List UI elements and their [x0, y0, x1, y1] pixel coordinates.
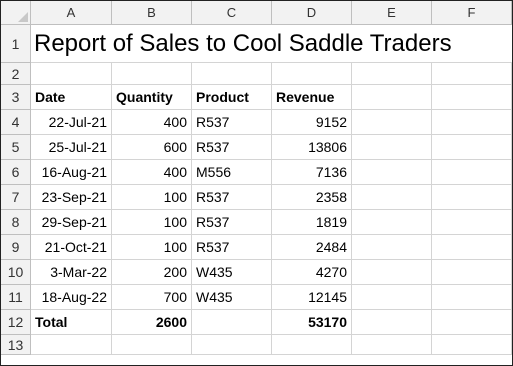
column-header-d[interactable]: D [272, 1, 352, 25]
quantity-cell[interactable]: 400 [112, 110, 192, 135]
quantity-cell[interactable]: 200 [112, 260, 192, 285]
revenue-cell[interactable]: 9152 [272, 110, 352, 135]
empty-cell[interactable] [432, 210, 512, 235]
quantity-cell[interactable]: 700 [112, 285, 192, 310]
row-header-1[interactable]: 1 [1, 25, 31, 63]
empty-cell[interactable] [432, 135, 512, 160]
empty-cell[interactable] [352, 135, 432, 160]
revenue-cell[interactable]: 2358 [272, 185, 352, 210]
cell-a2[interactable] [31, 63, 112, 85]
total-quantity-cell[interactable]: 2600 [112, 310, 192, 335]
revenue-cell[interactable]: 12145 [272, 285, 352, 310]
cell-f3[interactable] [432, 85, 512, 110]
date-cell[interactable]: 18-Aug-22 [31, 285, 112, 310]
select-all-corner[interactable] [1, 1, 31, 25]
cell-c12[interactable] [192, 310, 272, 335]
empty-cell[interactable] [432, 160, 512, 185]
cell-d13[interactable] [272, 335, 352, 355]
product-cell[interactable]: W435 [192, 260, 272, 285]
empty-cell[interactable] [352, 185, 432, 210]
revenue-cell[interactable]: 1819 [272, 210, 352, 235]
report-title-cell[interactable]: Report of Sales to Cool Saddle Traders [31, 25, 512, 63]
quantity-cell[interactable]: 100 [112, 235, 192, 260]
revenue-cell[interactable]: 4270 [272, 260, 352, 285]
product-cell[interactable]: R537 [192, 110, 272, 135]
product-cell[interactable]: R537 [192, 135, 272, 160]
date-cell[interactable]: 16-Aug-21 [31, 160, 112, 185]
empty-cell[interactable] [432, 110, 512, 135]
empty-cell[interactable] [432, 260, 512, 285]
cell-b2[interactable] [112, 63, 192, 85]
header-quantity-cell[interactable]: Quantity [112, 85, 192, 110]
cell-e3[interactable] [352, 85, 432, 110]
revenue-cell[interactable]: 13806 [272, 135, 352, 160]
revenue-cell[interactable]: 2484 [272, 235, 352, 260]
date-cell[interactable]: 29-Sep-21 [31, 210, 112, 235]
row-header-4[interactable]: 4 [1, 110, 31, 135]
row-header-9[interactable]: 9 [1, 235, 31, 260]
column-header-e[interactable]: E [352, 1, 432, 25]
column-header-b[interactable]: B [112, 1, 192, 25]
cell-f2[interactable] [432, 63, 512, 85]
column-header-c[interactable]: C [192, 1, 272, 25]
empty-cell[interactable] [352, 110, 432, 135]
header-revenue-cell[interactable]: Revenue [272, 85, 352, 110]
empty-cell[interactable] [432, 185, 512, 210]
product-cell[interactable]: M556 [192, 160, 272, 185]
quantity-cell[interactable]: 100 [112, 210, 192, 235]
date-cell[interactable]: 23-Sep-21 [31, 185, 112, 210]
cell-e2[interactable] [352, 63, 432, 85]
product-cell[interactable]: W435 [192, 285, 272, 310]
row-header-10[interactable]: 10 [1, 260, 31, 285]
total-revenue-cell[interactable]: 53170 [272, 310, 352, 335]
total-label-cell[interactable]: Total [31, 310, 112, 335]
revenue-cell[interactable]: 7136 [272, 160, 352, 185]
quantity-cell[interactable]: 400 [112, 160, 192, 185]
row-header-13[interactable]: 13 [1, 335, 31, 355]
header-product-cell[interactable]: Product [192, 85, 272, 110]
date-cell[interactable]: 25-Jul-21 [31, 135, 112, 160]
spreadsheet-grid [1, 1, 512, 355]
product-cell[interactable]: R537 [192, 210, 272, 235]
row-header-11[interactable]: 11 [1, 285, 31, 310]
date-cell[interactable]: 3-Mar-22 [31, 260, 112, 285]
row-header-5[interactable]: 5 [1, 135, 31, 160]
cell-c13[interactable] [192, 335, 272, 355]
cell-d2[interactable] [272, 63, 352, 85]
quantity-cell[interactable]: 100 [112, 185, 192, 210]
empty-cell[interactable] [352, 160, 432, 185]
empty-cell[interactable] [352, 260, 432, 285]
cell-b13[interactable] [112, 335, 192, 355]
cell-e13[interactable] [352, 335, 432, 355]
row-header-3[interactable]: 3 [1, 85, 31, 110]
header-date-cell[interactable]: Date [31, 85, 112, 110]
cell-e12[interactable] [352, 310, 432, 335]
row-header-6[interactable]: 6 [1, 160, 31, 185]
column-header-a[interactable]: A [31, 1, 112, 25]
row-header-12[interactable]: 12 [1, 310, 31, 335]
row-header-2[interactable]: 2 [1, 63, 31, 85]
date-cell[interactable]: 21-Oct-21 [31, 235, 112, 260]
product-cell[interactable]: R537 [192, 185, 272, 210]
row-header-8[interactable]: 8 [1, 210, 31, 235]
product-cell[interactable]: R537 [192, 235, 272, 260]
empty-cell[interactable] [432, 285, 512, 310]
empty-cell[interactable] [352, 235, 432, 260]
empty-cell[interactable] [352, 210, 432, 235]
cell-f12[interactable] [432, 310, 512, 335]
cell-c2[interactable] [192, 63, 272, 85]
row-header-7[interactable]: 7 [1, 185, 31, 210]
cell-f13[interactable] [432, 335, 512, 355]
date-cell[interactable]: 22-Jul-21 [31, 110, 112, 135]
quantity-cell[interactable]: 600 [112, 135, 192, 160]
empty-cell[interactable] [432, 235, 512, 260]
cell-a13[interactable] [31, 335, 112, 355]
empty-cell[interactable] [352, 285, 432, 310]
column-header-f[interactable]: F [432, 1, 512, 25]
